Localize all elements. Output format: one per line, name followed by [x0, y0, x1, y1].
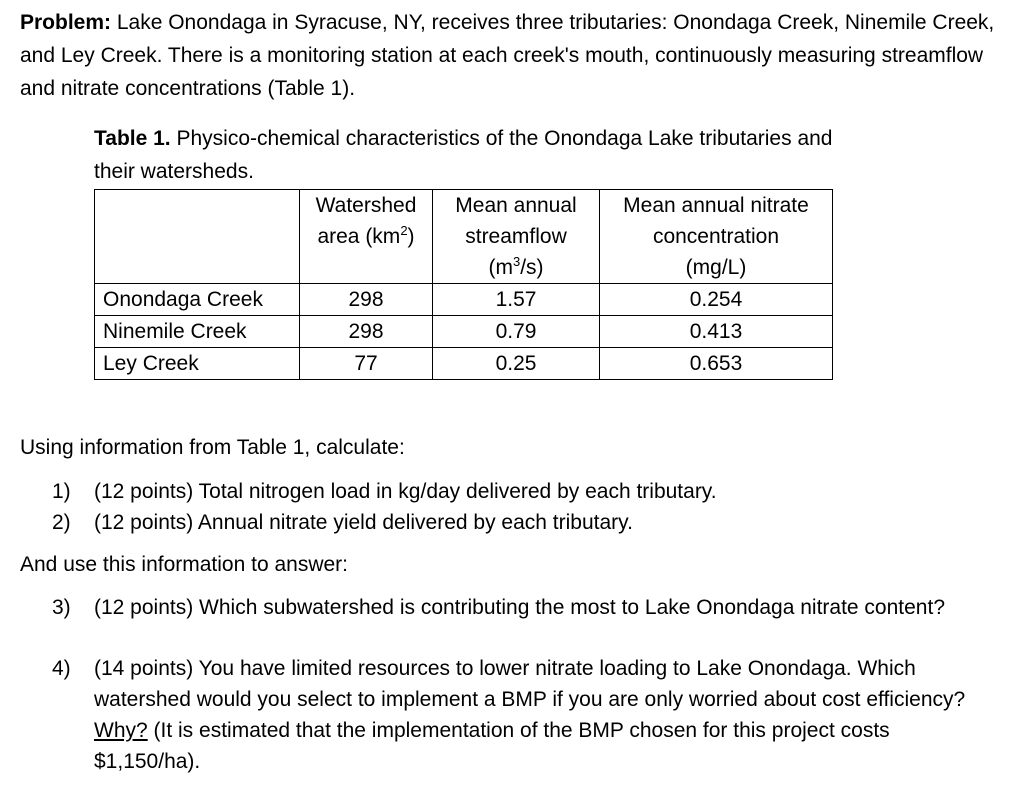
- problem-label: Problem:: [20, 11, 112, 34]
- answer-intro: And use this information to answer:: [20, 553, 349, 576]
- row-name: Onondaga Creek: [95, 284, 300, 316]
- row-name: Ley Creek: [95, 348, 300, 380]
- question-number: 3): [52, 596, 71, 619]
- table-caption: [94, 122, 874, 188]
- row-area: 298: [300, 284, 433, 316]
- row-flow: 1.57: [433, 284, 600, 316]
- problem-statement: [20, 6, 1010, 105]
- row-area: 77: [300, 348, 433, 380]
- question-text: (12 points) Which subwatershed is contributing the most to Lake Onondaga nitrate content?: [94, 596, 945, 619]
- table-header-row: [95, 190, 833, 284]
- calculate-intro: Using information from Table 1, calculate:: [20, 436, 405, 459]
- table-row: [95, 348, 833, 380]
- row-nitrate: 0.254: [600, 284, 833, 316]
- table-row: [95, 284, 833, 316]
- row-nitrate: 0.413: [600, 316, 833, 348]
- header-mean-streamflow: Mean annual streamflow $(m^3/s)$: [433, 190, 600, 284]
- why-underlined: Why?: [94, 719, 148, 742]
- question-text: (12 points) Annual nitrate yield delivered by each tributary.: [94, 511, 633, 534]
- header-watershed-area: Watershed area $(km^2)$: [300, 190, 433, 284]
- header-mean-nitrate: Mean annual nitrate concentration (mg/L): [600, 190, 833, 284]
- header-empty-cell: [95, 190, 300, 284]
- row-flow: 0.25: [433, 348, 600, 380]
- table-caption-label: Table 1.: [94, 127, 171, 150]
- question-text: (12 points) Total nitrogen load in kg/day delivered by each tributary.: [94, 480, 717, 503]
- row-name: Ninemile Creek: [95, 316, 300, 348]
- question-text: (14 points) You have limited resources to lower nitrate loading to Lake Onondaga. Which watershed would you select to implement a BMP if you are only worried about cost efficiency? Why? (It is estimated that the implementation of the BMP chosen for this project costs $1,150/ha).: [94, 657, 966, 773]
- problem-text: Lake Onondaga in Syracuse, NY, receives three tributaries: Onondaga Creek, Ninemile Creek, and Ley Creek. There is a monitoring station at each creek's mouth, continuously measuring streamflow and nitrate concentrations (Table 1).: [20, 11, 995, 100]
- row-area: 298: [300, 316, 433, 348]
- row-flow: 0.79: [433, 316, 600, 348]
- question-number: 4): [52, 657, 71, 680]
- tributary-table: [94, 189, 833, 380]
- question-number: 2): [52, 511, 71, 534]
- table-caption-text: Physico-chemical characteristics of the Onondaga Lake tributaries and their watersheds.: [94, 127, 833, 183]
- question-number: 1): [52, 480, 71, 503]
- row-nitrate: 0.653: [600, 348, 833, 380]
- table-row: [95, 316, 833, 348]
